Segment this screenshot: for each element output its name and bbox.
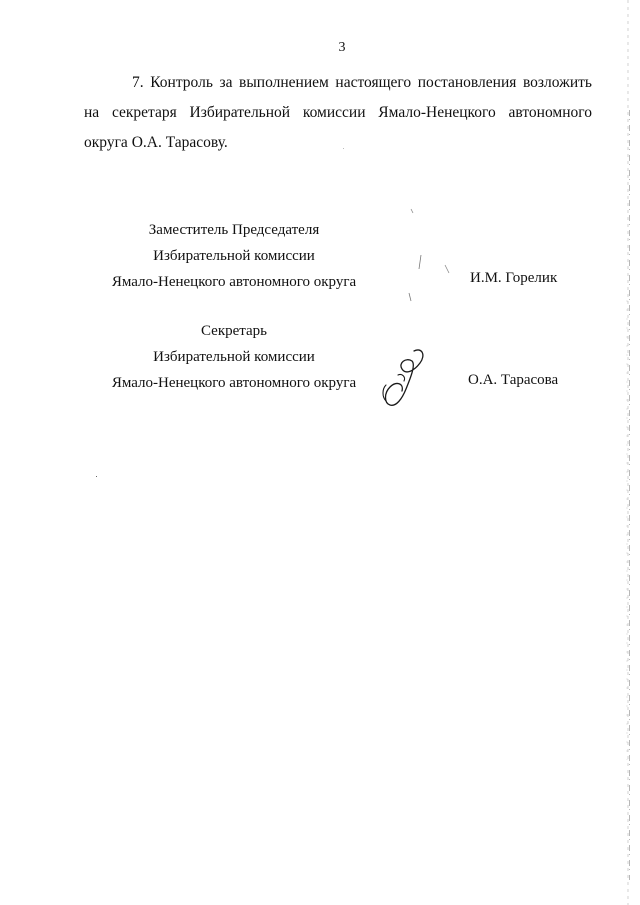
signatory-2-title-line-3: Ямало-Ненецкого автономного округа (111, 375, 357, 391)
signatory-1-title-line-2: Избирательной комиссии (153, 248, 315, 264)
signatory-1-title-line-1: Заместитель Председателя (148, 222, 320, 238)
signatory-2-title (84, 318, 384, 396)
signatory-2-title-line-1: Секретарь (200, 323, 268, 339)
signatory-1-title-line-3: Ямало-Ненецкого автономного округа (111, 274, 357, 290)
signatory-2-name: О.А. Тарасова (468, 372, 559, 388)
scan-edge-shadow (626, 0, 632, 905)
signatory-2-title-line-2: Избирательной комиссии (153, 349, 315, 365)
signatory-1-signature-marks (395, 205, 465, 310)
signatory-1-title (84, 217, 384, 295)
signatory-1-name: И.М. Горелик (470, 270, 558, 286)
scan-speck (96, 476, 97, 477)
signatory-2-handwritten-signature (376, 345, 431, 415)
scan-speck (343, 148, 344, 149)
page-number: 3 (338, 40, 346, 55)
clause-paragraph: 7. Контроль за выполнением настоящего постановления возложить на секретаря Избирательной комиссии Ямало-Ненецкого автономного округа О.А. Тарасову. (84, 74, 592, 151)
